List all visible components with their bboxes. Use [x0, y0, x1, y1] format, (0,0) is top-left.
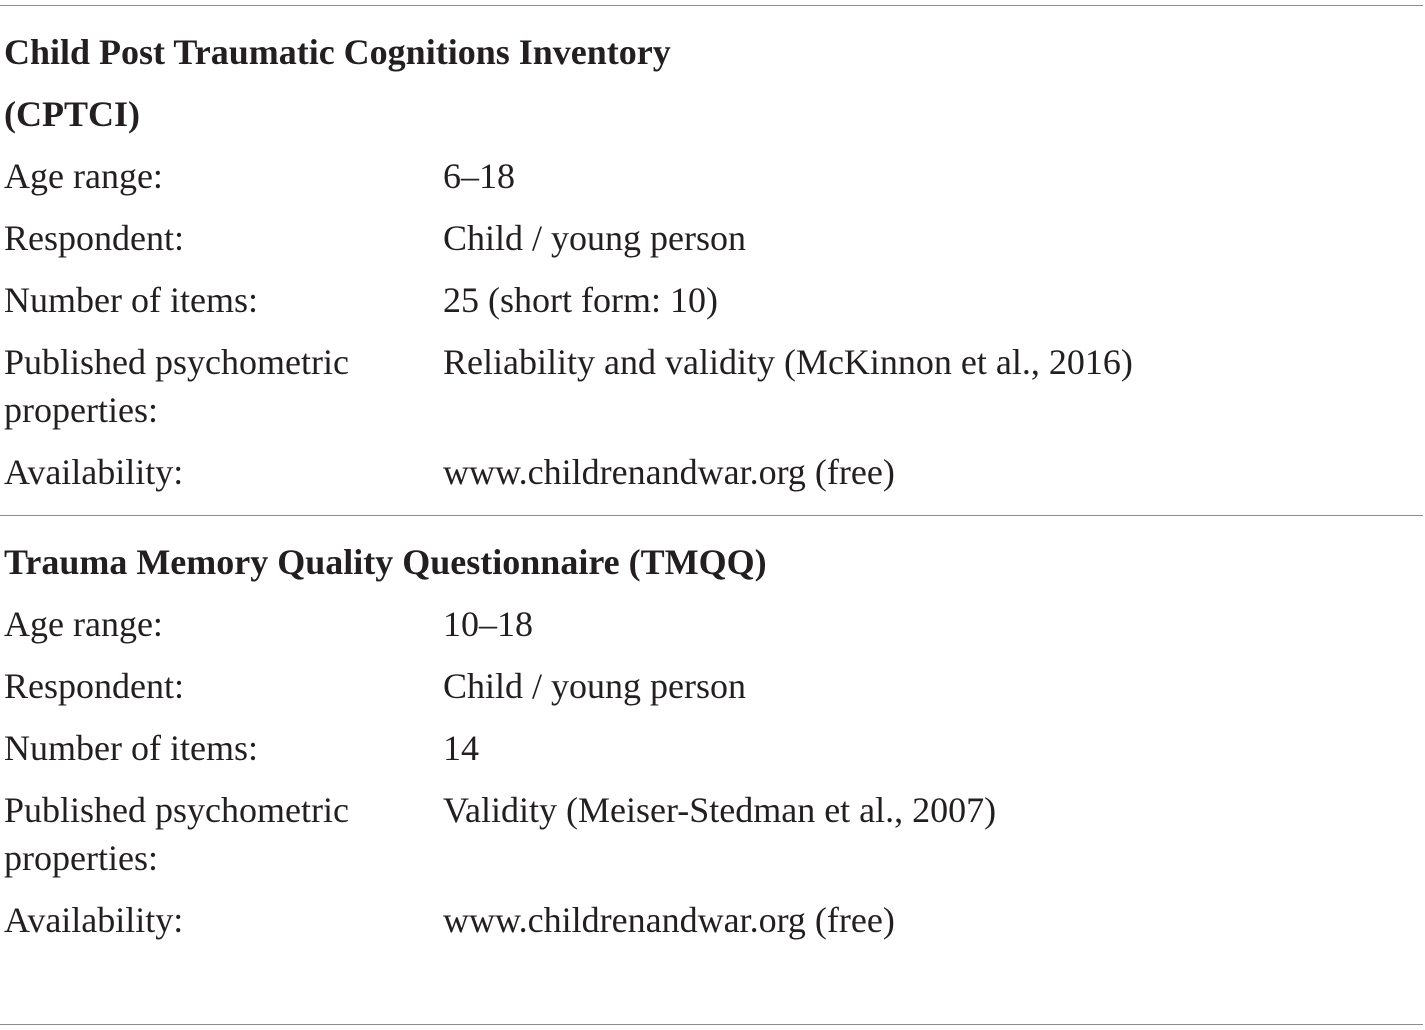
- table-row-respondent: [0, 207, 1425, 269]
- row-label: Age range:: [4, 604, 163, 644]
- table-row-age-range: [0, 593, 1425, 655]
- table-section-rule: [0, 515, 1423, 516]
- row-value: www.childrenandwar.org (free): [443, 900, 895, 940]
- instrument-title: Child Post Traumatic Cognitions Inventory (CPTCI): [4, 32, 671, 134]
- table-row-availability: [0, 889, 1425, 951]
- row-label: Number of items:: [4, 280, 258, 320]
- row-label: Availability:: [4, 452, 184, 492]
- row-value: Validity (Meiser-Stedman et al., 2007): [443, 790, 997, 830]
- row-label: Published psychometric properties:: [4, 342, 349, 430]
- row-value: Child / young person: [443, 666, 746, 706]
- table-row-number-of-items: [0, 717, 1425, 779]
- row-label: Number of items:: [4, 728, 258, 768]
- table-row-number-of-items: [0, 269, 1425, 331]
- row-value: 6–18: [443, 156, 515, 196]
- table-row-psychometric-properties: [0, 331, 1425, 441]
- row-label: Age range:: [4, 156, 163, 196]
- instrument-cptci: [0, 21, 1425, 503]
- row-value: Reliability and validity (McKinnon et al., 2016): [443, 342, 1133, 382]
- table-row-age-range: [0, 145, 1425, 207]
- table-row-psychometric-properties: [0, 779, 1425, 889]
- instrument-tmqq: [0, 531, 1425, 951]
- row-value: Child / young person: [443, 218, 746, 258]
- instrument-title: Trauma Memory Quality Questionnaire (TMQQ): [4, 542, 767, 582]
- table-row-respondent: [0, 655, 1425, 717]
- row-label: Availability:: [4, 900, 184, 940]
- table-top-rule: [0, 5, 1423, 6]
- row-value: 25 (short form: 10): [443, 280, 718, 320]
- table-bottom-rule: [0, 1024, 1423, 1025]
- row-label: Respondent:: [4, 218, 184, 258]
- row-value: 10–18: [443, 604, 533, 644]
- row-label: Published psychometric properties:: [4, 790, 349, 878]
- row-value: www.childrenandwar.org (free): [443, 452, 895, 492]
- row-value: 14: [443, 728, 479, 768]
- row-label: Respondent:: [4, 666, 184, 706]
- table-row-availability: [0, 441, 1425, 503]
